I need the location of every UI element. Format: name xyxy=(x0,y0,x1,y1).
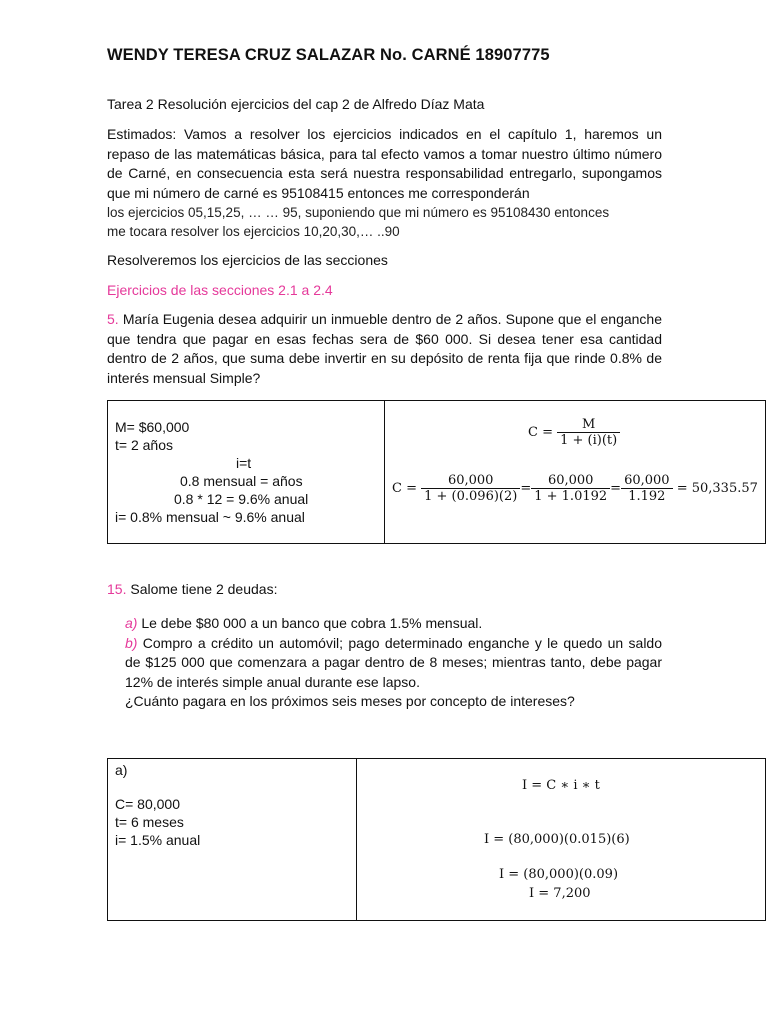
given-t: t= 2 años xyxy=(115,437,173,453)
exercise-5-text: María Eugenia desea adquirir un inmueble dentro de 2 años. Supone que el enganche que tendra que pagar en esas fechas sera de $60 000. Si desea tener esa cantidad dentro de 2 años, que suma debe invertir en su depósito de renta fija que rinde 0.8% de interés mensual Simple? xyxy=(107,311,663,386)
sections-intro: Resolveremos los ejercicios de las secciones xyxy=(107,252,388,268)
given-calc: 0.8 * 12 = 9.6% anual xyxy=(174,491,309,507)
equals-2: = xyxy=(610,481,622,496)
debt-a xyxy=(125,614,662,634)
given-i: i= 0.8% mensual ~ 9.6% anual xyxy=(115,509,305,525)
given-c: C= 80,000 xyxy=(115,796,180,812)
fraction-2-den: 1 + 1.0192 xyxy=(531,488,610,504)
exercise-15-items xyxy=(125,614,662,712)
intro-line-exercises: los ejercicios 05,15,25, … … 95, suponiendo que mi número es 95108430 entonces xyxy=(107,205,610,220)
fraction-1-den: 1 + (0.096)(2) xyxy=(421,488,520,504)
interest-result: I = 7,200 xyxy=(529,886,591,901)
debt-b-label: b) xyxy=(125,634,138,651)
debt-b-text: Compro a crédito un automóvil; pago determinado enganche y le quedo un saldo de $125 000 que comenzara a pagar dentro de 8 meses; mientras tanto, debe pagar 12% de interés simple anual durante ese lapso. xyxy=(125,634,662,690)
fraction-3-num: 60,000 xyxy=(624,473,670,488)
fraction-1-num: 60,000 xyxy=(447,473,494,488)
given-i: i= 1.5% anual xyxy=(115,832,201,848)
given-t: t= 6 meses xyxy=(115,814,184,830)
solution-c xyxy=(392,473,758,504)
given-m: M= $60,000 xyxy=(115,419,190,435)
table-divider xyxy=(356,759,357,920)
solution-fraction-2 xyxy=(531,473,610,504)
table-a-label: a) xyxy=(115,762,128,778)
solution-fraction-3 xyxy=(621,473,673,504)
fraction-2-num: 60,000 xyxy=(547,473,594,488)
equals-1: = xyxy=(520,481,532,496)
solution-result: = 50,335.57 xyxy=(676,481,758,496)
sections-heading: Ejercicios de las secciones 2.1 a 2.4 xyxy=(107,282,333,298)
formula-fraction xyxy=(557,417,620,448)
intro-paragraph: Estimados: Vamos a resolver los ejercicios indicados en el capítulo 1, haremos un repaso de las matemáticas básica, para tal efecto vamos a tomar nuestro último número de Carné, en consecuencia esta será nuestra responsabilidad entregarlo, supongamos que mi número de carné es 95108415 entonces me corresponderán xyxy=(107,126,662,201)
formula-c xyxy=(528,417,620,448)
exercise-5-table xyxy=(107,400,766,544)
given-mensual: 0.8 mensual = años xyxy=(180,473,303,489)
table-divider xyxy=(384,401,385,543)
debt-a-label: a) xyxy=(125,615,138,631)
exercise-5-statement xyxy=(107,310,662,388)
exercise-15-title: Salome tiene 2 deudas: xyxy=(130,581,278,597)
interest-formula: I = C ∗ i ∗ t xyxy=(522,778,600,793)
task-title: Tarea 2 Resolución ejercicios del cap 2 de Alfredo Díaz Mata xyxy=(107,96,485,112)
debt-a-text: Le debe $80 000 a un banco que cobra 1.5% mensual. xyxy=(141,615,483,631)
solution-fraction-1 xyxy=(421,473,520,504)
formula-num: M xyxy=(582,417,596,432)
debt-b xyxy=(125,634,662,693)
fraction-3-den: 1.192 xyxy=(621,488,673,504)
formula-lhs: C = xyxy=(528,425,553,440)
solution-lhs: C = xyxy=(392,481,417,496)
student-header: WENDY TERESA CRUZ SALAZAR No. CARNÉ 18907775 xyxy=(107,46,550,64)
exercise-15-table xyxy=(107,758,766,921)
exercise-5-number: 5. xyxy=(107,311,119,327)
interest-substitution: I = (80,000)(0.015)(6) xyxy=(484,832,630,847)
exercise-15-heading xyxy=(107,580,277,600)
interest-simplified: I = (80,000)(0.09) xyxy=(499,867,619,882)
exercise-15-question: ¿Cuánto pagara en los próximos seis meses por concepto de intereses? xyxy=(125,693,575,709)
intro-line-alternate: me tocara resolver los ejercicios 10,20,30,… ..90 xyxy=(107,224,400,239)
given-it: i=t xyxy=(236,455,252,471)
exercise-15-number: 15. xyxy=(107,581,127,597)
formula-den: 1 + (i)(t) xyxy=(557,432,620,448)
